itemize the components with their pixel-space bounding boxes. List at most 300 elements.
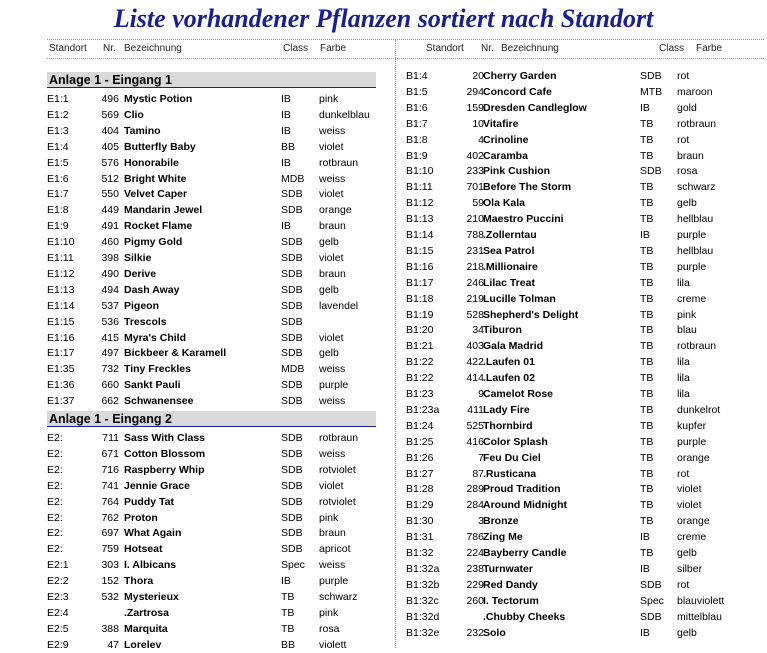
cell-class: SDB <box>281 463 303 476</box>
cell-name: Trescols <box>124 315 167 328</box>
cell-color: weiss <box>319 124 346 137</box>
cell-pos: E1:6 <box>47 172 69 185</box>
cell-nr: 536 <box>101 315 119 328</box>
table-row <box>406 497 746 513</box>
cell-pos: E1:16 <box>47 331 75 344</box>
table-row <box>406 593 746 609</box>
cell-name: Bright White <box>124 172 187 185</box>
cell-nr: 490 <box>101 267 119 280</box>
cell-name: .Zartrosa <box>124 606 169 619</box>
cell-class: IB <box>640 531 650 544</box>
cell-name: Mandarin Jewel <box>124 204 203 217</box>
cell-nr: 284 <box>466 499 484 512</box>
cell-class: BB <box>281 638 296 651</box>
cell-name: Tamino <box>124 124 161 137</box>
table-row <box>406 625 746 641</box>
cell-color: rot <box>677 70 690 82</box>
cell-nr: 732 <box>101 363 119 376</box>
cell-pos: E1:2 <box>47 108 69 121</box>
cell-class: SDB <box>640 610 662 623</box>
cell-nr: 494 <box>101 283 119 296</box>
cell-pos: B1:31 <box>406 531 434 544</box>
cell-color: weiss <box>319 447 346 460</box>
cell-class: MTB <box>640 85 663 98</box>
table-row <box>47 155 377 171</box>
cell-pos: E1:10 <box>47 236 75 249</box>
cell-class: TB <box>640 181 654 194</box>
cell-name: Myra's Child <box>124 331 187 344</box>
cell-pos: E2:5 <box>47 622 69 635</box>
cell-class: IB <box>281 220 291 233</box>
header-nr-right: Nr. <box>481 43 494 54</box>
cell-pos: B1:6 <box>406 101 428 114</box>
cell-name: Caramba <box>483 149 528 162</box>
cell-nr: 152 <box>101 575 119 588</box>
cell-name: Honorabile <box>124 156 179 169</box>
table-row <box>47 282 377 298</box>
cell-class: SDB <box>281 283 303 296</box>
cell-class: Spec <box>640 594 664 607</box>
table-row <box>47 314 377 330</box>
cell-class: BB <box>281 140 296 153</box>
cell-pos: B1:19 <box>406 308 434 321</box>
cell-color: rotviolet <box>319 463 356 476</box>
cell-color: lila <box>677 356 690 369</box>
cell-nr: 569 <box>101 108 119 121</box>
cell-nr: 238 <box>466 562 484 575</box>
cell-color: kupfer <box>677 419 707 432</box>
cell-color: lila <box>677 276 690 289</box>
cell-class: SDB <box>281 447 303 460</box>
cell-nr: 294 <box>466 85 484 98</box>
cell-color: schwarz <box>677 181 716 194</box>
cell-name: Bickbeer & Karamell <box>124 347 227 360</box>
cell-name: Before The Storm <box>483 181 572 194</box>
cell-class: SDB <box>281 315 303 328</box>
table-row <box>406 370 746 386</box>
cell-color: maroon <box>677 85 713 98</box>
table-row <box>47 393 377 409</box>
section-header: Anlage 1 - Eingang 1 <box>47 72 376 88</box>
cell-pos: B1:27 <box>406 467 434 480</box>
table-row <box>47 525 377 541</box>
header-bezeichnung-right: Bezeichnung <box>501 43 559 54</box>
cell-name: .Rusticana <box>483 467 537 480</box>
cell-pos: E1:13 <box>47 283 75 296</box>
cell-class: TB <box>640 292 654 305</box>
header-bezeichnung: Bezeichnung <box>124 43 182 54</box>
table-row <box>47 171 377 187</box>
cell-color: orange <box>319 204 352 217</box>
cell-name: Puddy Tat <box>124 495 174 508</box>
cell-pos: B1:10 <box>406 165 434 178</box>
cell-pos: E2: <box>47 543 63 556</box>
cell-class: SDB <box>281 511 303 524</box>
cell-pos: E1:7 <box>47 188 69 201</box>
cell-class: TB <box>640 133 654 146</box>
cell-pos: B1:16 <box>406 260 434 273</box>
cell-color: dunkelblau <box>319 108 370 121</box>
table-row <box>47 250 377 266</box>
cell-color: rotbraun <box>319 432 359 444</box>
table-row <box>406 545 746 561</box>
cell-class: TB <box>640 260 654 273</box>
cell-name: .Zollerntau <box>483 229 537 241</box>
table-row <box>47 589 377 605</box>
cell-class: SDB <box>281 331 303 344</box>
table-row <box>406 434 746 450</box>
cell-class: IB <box>640 229 650 241</box>
cell-nr: 671 <box>101 447 119 460</box>
table-row <box>47 430 377 446</box>
header-class: Class <box>283 43 309 54</box>
cell-class: TB <box>640 213 654 226</box>
cell-nr: 87 <box>472 467 484 480</box>
cell-color: braun <box>319 527 346 540</box>
cell-color: lila <box>677 388 690 400</box>
table-row <box>47 510 377 526</box>
cell-color: weiss <box>319 172 346 185</box>
cell-name: Bronze <box>483 515 519 528</box>
cell-name: Pigeon <box>124 299 160 312</box>
cell-color: braun <box>677 149 704 162</box>
cell-color: rot <box>677 578 690 591</box>
cell-pos: E2:3 <box>47 591 69 603</box>
cell-name: Bayberry Candle <box>483 547 567 559</box>
cell-name: Red Dandy <box>483 578 538 591</box>
cell-color: violett <box>319 638 347 651</box>
cell-color: violet <box>677 483 702 496</box>
cell-pos: B1:18 <box>406 292 434 305</box>
cell-name: .Millionaire <box>483 260 538 273</box>
cell-name: .Laufen 01 <box>483 356 535 369</box>
cell-class: IB <box>640 562 650 575</box>
cell-name: Sankt Pauli <box>124 379 181 392</box>
cell-class: SDB <box>281 299 303 312</box>
cell-color: gold <box>677 101 697 114</box>
cell-class: SDB <box>281 479 303 492</box>
cell-nr: 525 <box>466 419 484 432</box>
cell-name: Proton <box>124 511 158 524</box>
cell-nr: 497 <box>101 347 119 360</box>
cell-pos: E1:15 <box>47 315 75 328</box>
table-row <box>47 557 377 573</box>
cell-name: Raspberry Whip <box>124 463 205 476</box>
table-row <box>47 91 377 107</box>
cell-nr: 398 <box>101 252 119 264</box>
cell-class: TB <box>640 547 654 559</box>
cell-name: Dash Away <box>124 283 180 296</box>
table-row <box>406 291 746 307</box>
cell-class: MDB <box>281 172 305 185</box>
table-row <box>406 354 746 370</box>
cell-color: gelb <box>319 283 339 296</box>
cell-class: SDB <box>281 527 303 540</box>
table-row <box>406 466 746 482</box>
cell-color: purple <box>677 260 707 273</box>
cell-pos: B1:5 <box>406 85 428 98</box>
table-row <box>406 148 746 164</box>
cell-class: TB <box>640 149 654 162</box>
cell-nr: 528 <box>466 308 484 321</box>
table-row <box>47 202 377 218</box>
cell-nr: 232 <box>466 626 484 639</box>
cell-name: Turnwater <box>483 562 533 575</box>
table-row <box>47 139 377 155</box>
cell-class: TB <box>640 276 654 289</box>
table-row <box>47 186 377 202</box>
cell-nr: 762 <box>101 511 119 524</box>
cell-nr: 404 <box>101 124 119 137</box>
cell-nr: 260 <box>466 594 484 607</box>
cell-pos: B1:8 <box>406 133 428 146</box>
cell-pos: E1:36 <box>47 379 75 392</box>
cell-class: SDB <box>281 267 303 280</box>
table-row <box>406 275 746 291</box>
header-farbe-right: Farbe <box>696 43 723 54</box>
cell-name: Around Midnight <box>483 499 567 512</box>
cell-color: rotbraun <box>677 117 717 130</box>
cell-color: blau <box>677 324 697 337</box>
cell-color: braun <box>319 267 346 280</box>
table-row <box>47 621 377 637</box>
cell-nr: 550 <box>101 188 119 201</box>
cell-nr: 403 <box>466 340 484 353</box>
cell-pos: B1:32d <box>406 610 440 623</box>
cell-nr: 303 <box>101 559 119 572</box>
cell-color: pink <box>677 308 697 321</box>
cell-nr: 711 <box>102 432 119 444</box>
cell-name: Ola Kala <box>483 197 526 210</box>
cell-pos: E2: <box>47 511 63 524</box>
cell-color: purple <box>319 379 349 392</box>
table-row <box>406 402 746 418</box>
cell-pos: B1:11 <box>406 181 433 194</box>
cell-nr: 405 <box>101 140 119 153</box>
cell-nr: 231 <box>466 244 484 257</box>
cell-name: Clio <box>124 108 144 121</box>
cell-class: Spec <box>281 559 305 572</box>
cell-color: rosa <box>677 165 698 178</box>
cell-color: gelb <box>677 626 697 639</box>
cell-nr: 219 <box>466 292 484 305</box>
cell-name: Rocket Flame <box>124 220 193 233</box>
table-row <box>47 377 377 393</box>
cell-color: rosa <box>319 622 340 635</box>
cell-class: SDB <box>281 379 303 392</box>
cell-pos: B1:9 <box>406 149 428 162</box>
cell-name: Derive <box>124 267 157 280</box>
cell-color: purple <box>677 229 707 241</box>
cell-name: Shepherd's Delight <box>483 308 579 321</box>
cell-class: SDB <box>281 432 303 444</box>
cell-color: dunkelrot <box>677 403 721 416</box>
cell-pos: B1:32c <box>406 594 439 607</box>
cell-nr: 289 <box>466 483 484 496</box>
cell-color: blauviolett <box>677 594 725 607</box>
table-row <box>406 68 746 84</box>
cell-class: TB <box>640 419 654 432</box>
cell-class: TB <box>640 483 654 496</box>
cell-name: Lady Fire <box>483 403 530 416</box>
table-row <box>406 481 746 497</box>
cell-nr: 491 <box>101 220 119 233</box>
cell-pos: B1:32a <box>406 562 440 575</box>
cell-name: Sass With Class <box>124 432 206 444</box>
cell-nr: 788 <box>466 229 484 241</box>
cell-pos: E2:4 <box>47 606 69 619</box>
cell-nr: 786 <box>466 531 484 544</box>
cell-class: TB <box>640 403 654 416</box>
table-row <box>47 218 377 234</box>
cell-nr: 402 <box>466 149 484 162</box>
cell-name: Pink Cushion <box>483 165 551 178</box>
cell-pos: B1:24 <box>406 419 434 432</box>
table-row <box>406 195 746 211</box>
cell-color: rot <box>677 133 690 146</box>
cell-class: TB <box>281 622 295 635</box>
cell-pos: B1:13 <box>406 213 434 226</box>
header-standort-right: Standort <box>426 43 464 54</box>
table-row <box>406 211 746 227</box>
table-row <box>47 573 377 589</box>
cell-nr: 576 <box>101 156 119 169</box>
table-row <box>406 529 746 545</box>
cell-class: TB <box>640 340 654 353</box>
cell-class: IB <box>640 101 650 114</box>
table-row <box>406 577 746 593</box>
cell-nr: 414 <box>466 372 484 385</box>
cell-name: Lucille Tolman <box>483 292 556 305</box>
cell-color: pink <box>319 511 339 524</box>
cell-pos: B1:12 <box>406 197 434 210</box>
cell-nr: 246 <box>466 276 484 289</box>
cell-color: silber <box>677 562 703 575</box>
cell-pos: E1:37 <box>47 395 75 408</box>
table-row <box>47 266 377 282</box>
table-row <box>406 609 746 625</box>
cell-class: SDB <box>281 236 303 249</box>
cell-color: gelb <box>677 197 697 210</box>
cell-class: SDB <box>281 543 303 556</box>
cell-color: violet <box>319 252 344 264</box>
cell-color: purple <box>677 435 707 448</box>
cell-name: Tiburon <box>483 324 522 337</box>
cell-pos: E1:35 <box>47 363 75 376</box>
cell-color: mittelblau <box>677 610 722 623</box>
cell-nr: 10 <box>472 117 484 130</box>
cell-color: braun <box>319 220 346 233</box>
cell-pos: B1:28 <box>406 483 434 496</box>
cell-nr: 4 <box>478 133 484 146</box>
cell-color: hellblau <box>677 244 714 257</box>
header-standort: Standort <box>49 43 87 54</box>
cell-nr: 20 <box>472 70 484 82</box>
cell-nr: 449 <box>101 204 119 217</box>
cell-color: pink <box>319 93 339 105</box>
cell-pos: B1:32b <box>406 578 440 591</box>
table-row <box>47 637 377 653</box>
cell-pos: E1:1 <box>47 93 69 105</box>
cell-class: SDB <box>640 165 662 178</box>
cell-name: Crinoline <box>483 133 529 146</box>
cell-pos: E1:8 <box>47 204 69 217</box>
cell-name: Velvet Caper <box>124 188 188 201</box>
cell-nr: 388 <box>101 622 119 635</box>
cell-pos: B1:4 <box>406 70 428 82</box>
cell-color: gelb <box>319 236 339 249</box>
cell-pos: E1:11 <box>47 252 74 264</box>
cell-nr: 47 <box>107 638 119 651</box>
table-row <box>406 418 746 434</box>
cell-nr: 411 <box>467 403 484 416</box>
cell-class: TB <box>640 356 654 369</box>
table-row <box>406 100 746 116</box>
cell-pos: B1:15 <box>406 244 434 257</box>
cell-nr: 229 <box>466 578 484 591</box>
cell-pos: B1:32e <box>406 626 440 639</box>
cell-name: Proud Tradition <box>483 483 561 496</box>
table-row <box>47 345 377 361</box>
cell-name: Mystic Potion <box>124 93 193 105</box>
cell-pos: B1:25 <box>406 435 434 448</box>
cell-pos: B1:23 <box>406 388 434 400</box>
cell-class: TB <box>640 435 654 448</box>
header-divider <box>47 58 764 59</box>
cell-color: pink <box>319 606 339 619</box>
table-row <box>47 478 377 494</box>
cell-name: Concord Cafe <box>483 85 552 98</box>
cell-nr: 7 <box>478 451 484 464</box>
cell-name: Solo <box>483 626 506 639</box>
cell-name: Hotseat <box>124 543 163 556</box>
cell-nr: 496 <box>101 93 119 105</box>
cell-pos: E2: <box>47 447 63 460</box>
cell-class: TB <box>640 117 654 130</box>
cell-nr: 159 <box>466 101 484 114</box>
cell-color: purple <box>319 575 349 588</box>
cell-name: Thornbird <box>483 419 533 432</box>
cell-pos: B1:21 <box>406 340 434 353</box>
cell-name: Lorelev <box>124 638 162 651</box>
cell-name: Tiny Freckles <box>124 363 191 376</box>
table-row <box>406 307 746 323</box>
cell-pos: B1:14 <box>406 229 434 241</box>
cell-class: SDB <box>640 578 662 591</box>
cell-nr: 537 <box>101 299 119 312</box>
cell-name: Thora <box>124 575 154 588</box>
cell-class: TB <box>640 467 654 480</box>
table-row <box>406 338 746 354</box>
title-divider <box>47 39 764 40</box>
table-row <box>47 107 377 123</box>
table-row <box>406 322 746 338</box>
table-row <box>406 132 746 148</box>
cell-nr: 9 <box>478 388 484 400</box>
cell-pos: E2:2 <box>47 575 69 588</box>
cell-class: IB <box>640 626 650 639</box>
cell-class: SDB <box>281 395 303 408</box>
cell-pos: B1:7 <box>406 117 428 130</box>
cell-name: Zing Me <box>483 531 523 544</box>
cell-class: SDB <box>281 204 303 217</box>
cell-pos: E1:9 <box>47 220 69 233</box>
cell-name: .Laufen 02 <box>483 372 535 385</box>
cell-class: IB <box>281 124 291 137</box>
cell-pos: E1:12 <box>47 267 75 280</box>
cell-nr: 697 <box>101 527 119 540</box>
cell-color: weiss <box>319 363 346 376</box>
